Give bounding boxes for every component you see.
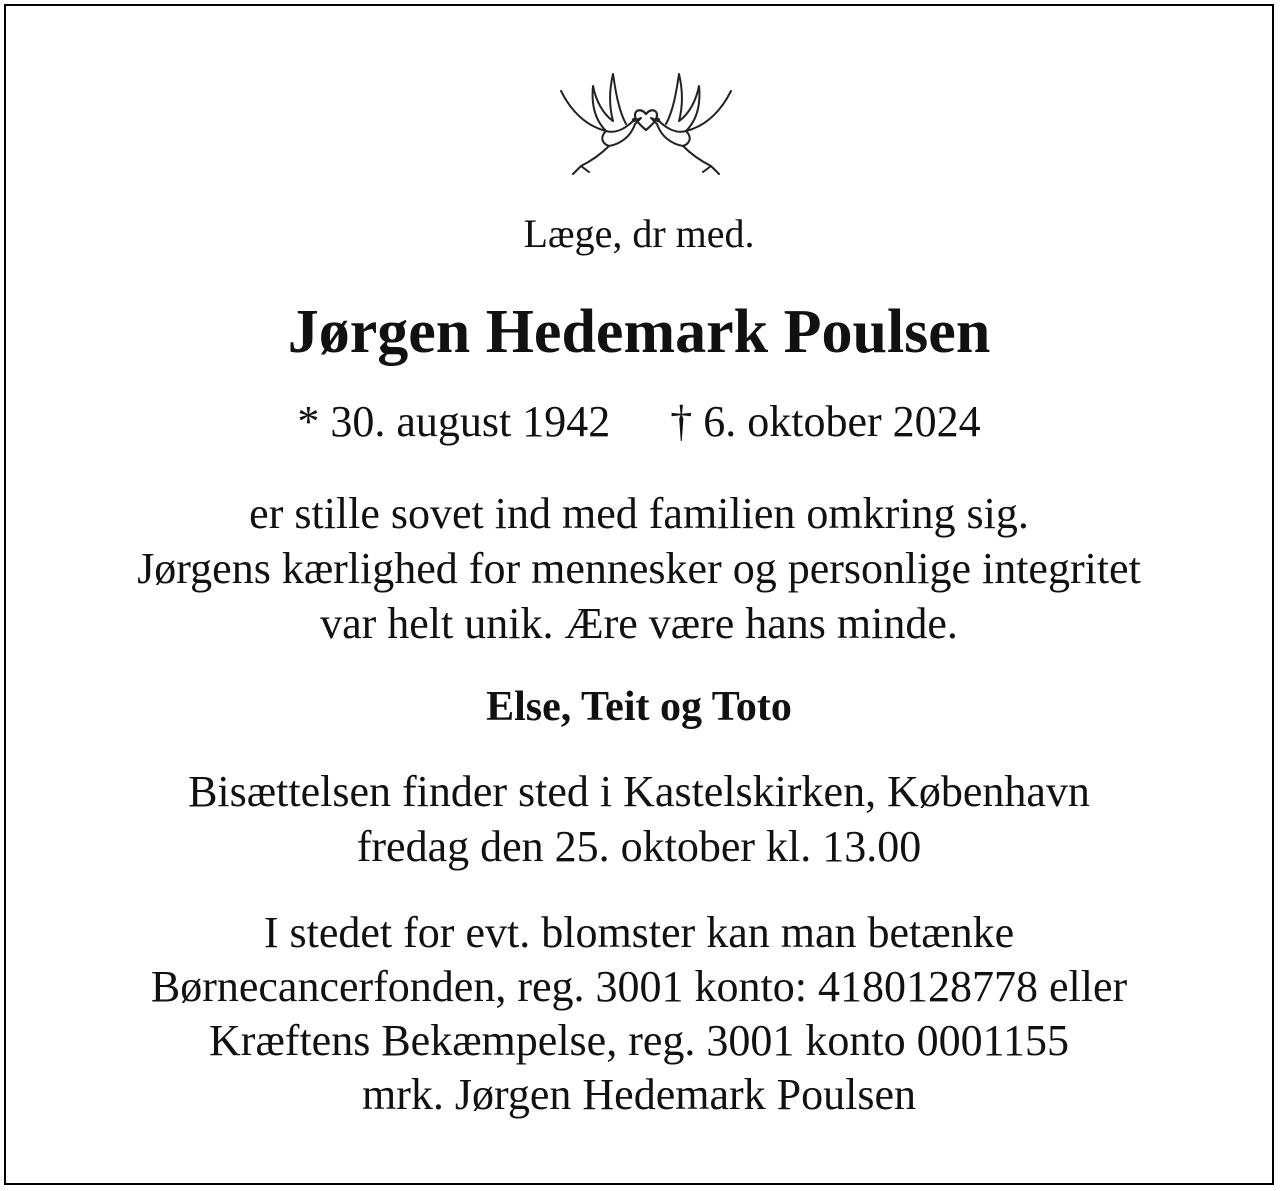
donation-line: Kræftens Bekæmpelse, reg. 3001 konto 0001155 [209,1016,1069,1065]
funeral-line: fredag den 25. oktober kl. 13.00 [356,822,922,871]
donation-line: mrk. Jørgen Hedemark Poulsen [362,1070,916,1119]
signers: Else, Teit og Toto [486,684,792,730]
funeral-line: Bisættelsen finder sted i Kastelskirken, København [188,767,1090,816]
death-date: 6. oktober 2024 [703,397,981,446]
donation-line: Børnecancerfonden, reg. 3001 konto: 4180128778 eller [150,962,1128,1011]
death-symbol: † [670,397,693,446]
obituary-notice [4,4,1274,1185]
deceased-name: Jørgen Hedemark Poulsen [287,298,991,366]
memorial-message [6,486,1272,651]
message-line: var helt unik. Ære være hans minde. [320,599,958,648]
profession-title: Læge, dr med. [523,211,755,256]
message-line: Jørgens kærlighed for mennesker og personlige integritet [137,544,1141,593]
funeral-info [6,764,1272,874]
life-dates [6,394,1272,450]
donation-info [6,906,1272,1122]
donation-line: I stedet for evt. blomster kan man betænke [263,908,1015,957]
doves-with-heart-icon [551,66,741,176]
message-line: er stille sovet ind med familien omkring sig. [249,489,1029,538]
birth-date: 30. august 1942 [330,397,611,446]
birth-symbol: * [297,397,320,446]
